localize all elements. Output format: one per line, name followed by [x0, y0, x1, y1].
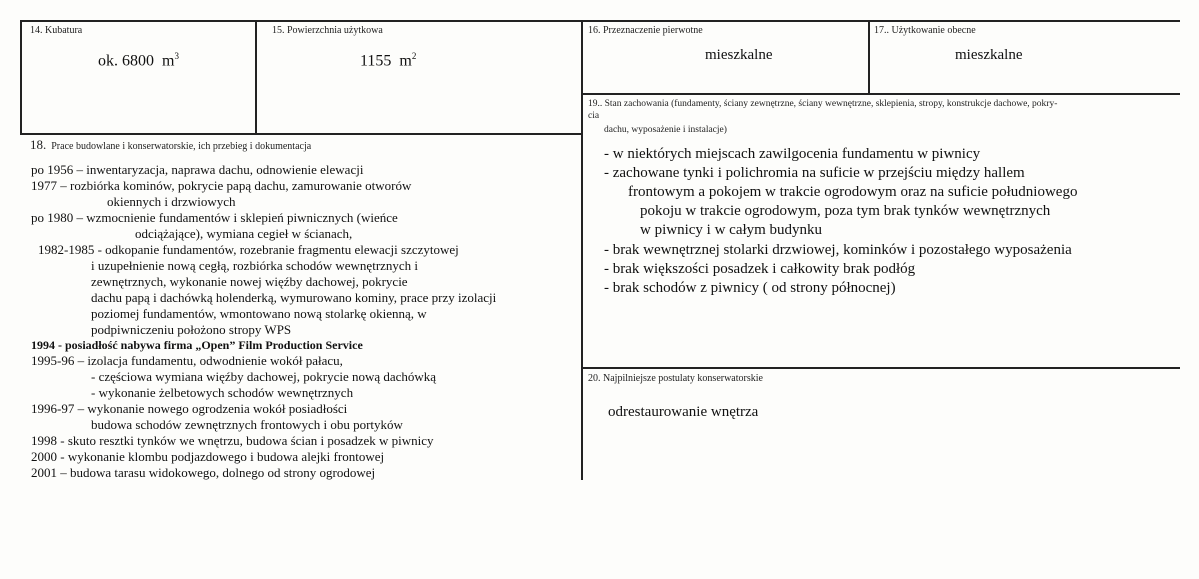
works-line-19: 2000 - wykonanie klombu podjazdowego i budowa alejki frontowej [31, 449, 385, 464]
works-line-1: po 1956 – inwentaryzacja, naprawa dachu, odnowienie elewacji [31, 162, 364, 177]
works-line-8: zewnętrznych, wykonanie nowej więźby dachowej, pokrycie [91, 274, 408, 289]
works-line-12: 1994 - posiadłość nabywa firma „Open” Film Production Service [31, 338, 363, 352]
cell-20-value: odrestaurowanie wnętrza [608, 404, 759, 420]
cell-18-label [30, 139, 311, 153]
works-line-18: 1998 - skuto resztki tynków we wnętrzu, budowa ścian i posadzek w piwnicy [31, 433, 434, 448]
works-line-13: 1995-96 – izolacja fundamentu, odwodnienie wokół pałacu, [31, 353, 343, 368]
works-line-20: 2001 – budowa tarasu widokowego, dolnego od strony ogrodowej [31, 465, 376, 480]
works-line-6: 1982-1985 - odkopanie fundamentów, rozebranie fragmentu elewacji szczytowej [38, 242, 459, 257]
divider-19-top [582, 93, 1180, 95]
works-line-10: poziomej fundamentów, wmontowano nową stolarkę okienną, w [91, 306, 427, 321]
volume-unit-sup: 3 [174, 51, 179, 61]
state-line-7: - brak większości posadzek i całkowity brak podłóg [604, 261, 916, 277]
cell-14-value [98, 51, 179, 70]
cell-16-label: 16. Przeznaczenie pierwotne [588, 25, 703, 36]
cell-18-label-text: Prace budowlane i konserwatorskie, ich przebieg i dokumentacja [51, 141, 312, 152]
volume-number: ok. 6800 [98, 52, 154, 70]
cell-19-label-line2: cia [588, 111, 600, 121]
cell-19-label-line1: 19.. Stan zachowania (fundamenty, ściany zewnętrzne, ściany wewnętrzne, sklepienia, stropy, konstrukcje dachowe, pokry- [588, 99, 1058, 109]
works-line-11: podpiwniczeniu położono stropy WPS [91, 322, 292, 337]
divider-14-15 [255, 20, 257, 134]
area-number: 1155 [360, 52, 392, 70]
state-line-1: - w niektórych miejscach zawilgocenia fundamentu w piwnicy [604, 146, 981, 162]
works-line-15: - wykonanie żelbetowych schodów wewnętrznych [91, 385, 354, 400]
works-line-16: 1996-97 – wykonanie nowego ogrodzenia wokół posiadłości [31, 401, 348, 416]
cell-20-label: 20. Najpilniejsze postulaty konserwatorskie [588, 373, 763, 384]
state-line-2: - zachowane tynki i polichromia na suficie w przejściu między hallem [604, 165, 1025, 181]
state-line-6: - brak wewnętrznej stolarki drzwiowej, kominków i pozostałego wyposażenia [604, 242, 1072, 258]
cell-17-label: 17.. Użytkowanie obecne [874, 25, 976, 36]
left-border [20, 20, 22, 134]
state-line-4: pokoju w trakcie ogrodowym, poza tym brak tynków wewnętrznych [640, 203, 1051, 219]
area-unit: m [399, 52, 412, 70]
area-unit-sup: 2 [411, 51, 417, 61]
state-line-5: w piwnicy i w całym budynku [640, 222, 823, 238]
divider-left-right [581, 20, 583, 480]
cell-17-value: mieszkalne [955, 47, 1023, 63]
cell-19-label-line3: dachu, wyposażenie i instalacje) [604, 125, 727, 135]
works-line-9: dachu papą i dachówką holenderką, wymurowano kominy, prace przy izolacji [91, 290, 497, 305]
works-line-17: budowa schodów zewnętrznych frontowych i obu portyków [91, 417, 403, 432]
works-line-4: po 1980 – wzmocnienie fundamentów i sklepień piwnicznych (wieńce [31, 210, 398, 225]
cell-16-value: mieszkalne [705, 47, 773, 63]
works-line-5: odciążające), wymiana cegieł w ścianach, [135, 226, 353, 241]
divider-20-top [582, 367, 1180, 369]
top-border [20, 20, 1180, 22]
cell-14-label: 14. Kubatura [30, 25, 83, 36]
cell-15-value [360, 51, 416, 70]
works-line-14: - częściowa wymiana więźby dachowej, pokrycie nową dachówką [91, 369, 437, 384]
state-line-8: - brak schodów z piwnicy ( od strony północnej) [604, 280, 896, 296]
works-line-3: okiennych i drzwiowych [107, 194, 236, 209]
divider-18-top [20, 133, 582, 135]
divider-16-17 [868, 20, 870, 94]
cell-18-label-num: 18. [30, 137, 47, 152]
state-line-3: frontowym a pokojem w trakcie ogrodowym oraz na suficie południowego [628, 184, 1078, 200]
works-line-7: i uzupełnienie nową cegłą, rozbiórka schodów wewnętrznych i [91, 258, 419, 273]
cell-15-label: 15. Powierzchnia użytkowa [272, 25, 383, 36]
volume-unit: m [162, 52, 175, 70]
works-line-2: 1977 – rozbiórka kominów, pokrycie papą dachu, zamurowanie otworów [31, 178, 412, 193]
